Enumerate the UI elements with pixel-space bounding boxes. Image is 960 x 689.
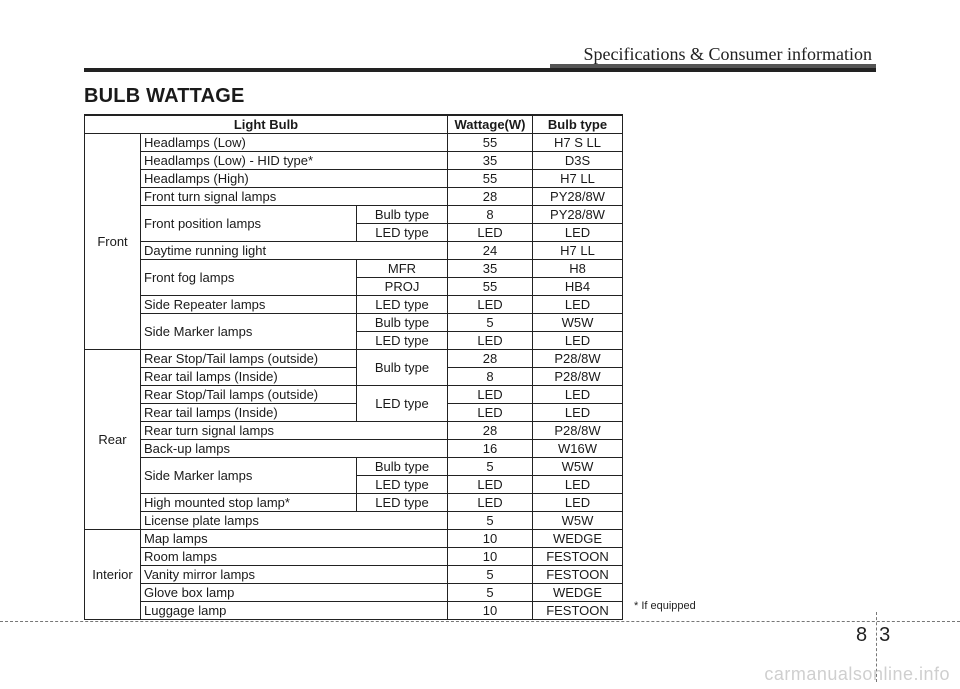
- cell-variant: LED type: [357, 476, 448, 494]
- cell-light-bulb: Map lamps: [141, 530, 448, 548]
- table-row: [85, 188, 623, 206]
- table-row: [85, 566, 623, 584]
- cell-variant: Bulb type: [357, 314, 448, 332]
- cell-bulb-type: WEDGE: [533, 530, 623, 548]
- cell-wattage: 5: [448, 566, 533, 584]
- cell-variant: LED type: [357, 224, 448, 242]
- cell-light-bulb: Rear Stop/Tail lamps (outside): [141, 386, 357, 404]
- cell-light-bulb: Glove box lamp: [141, 584, 448, 602]
- cell-bulb-type: P28/8W: [533, 368, 623, 386]
- cell-light-bulb: Vanity mirror lamps: [141, 566, 448, 584]
- cell-light-bulb: Headlamps (Low): [141, 134, 448, 152]
- cell-wattage: 10: [448, 548, 533, 566]
- table-row: [85, 314, 623, 332]
- cell-wattage: LED: [448, 476, 533, 494]
- table-row: [85, 368, 623, 386]
- cell-bulb-type: HB4: [533, 278, 623, 296]
- cell-light-bulb: Front fog lamps: [141, 260, 357, 296]
- table-row: [85, 548, 623, 566]
- cell-bulb-type: LED: [533, 296, 623, 314]
- cell-bulb-type: LED: [533, 476, 623, 494]
- table-row: [85, 152, 623, 170]
- cell-light-bulb: Back-up lamps: [141, 440, 448, 458]
- cell-wattage: 16: [448, 440, 533, 458]
- group-label-interior: Interior: [85, 530, 141, 620]
- cell-wattage: 5: [448, 458, 533, 476]
- cell-wattage: 10: [448, 530, 533, 548]
- table-row: [85, 602, 623, 620]
- cell-bulb-type: FESTOON: [533, 566, 623, 584]
- table-row: [85, 296, 623, 314]
- cell-bulb-type: W5W: [533, 512, 623, 530]
- cell-light-bulb: High mounted stop lamp*: [141, 494, 357, 512]
- cell-bulb-type: D3S: [533, 152, 623, 170]
- cell-light-bulb: Front turn signal lamps: [141, 188, 448, 206]
- cell-bulb-type: H8: [533, 260, 623, 278]
- cell-light-bulb: Headlamps (High): [141, 170, 448, 188]
- cell-variant: LED type: [357, 296, 448, 314]
- cell-bulb-type: PY28/8W: [533, 206, 623, 224]
- table-row: [85, 170, 623, 188]
- cell-bulb-type: LED: [533, 386, 623, 404]
- cell-bulb-type: W5W: [533, 458, 623, 476]
- cell-bulb-type: LED: [533, 494, 623, 512]
- cell-bulb-type: FESTOON: [533, 548, 623, 566]
- cell-variant: Bulb type: [357, 350, 448, 386]
- cell-wattage: 35: [448, 260, 533, 278]
- cell-wattage: LED: [448, 332, 533, 350]
- cell-light-bulb: Side Marker lamps: [141, 314, 357, 350]
- column-header-wattage: Wattage(W): [448, 115, 533, 134]
- table-row: [85, 404, 623, 422]
- cell-light-bulb: Rear turn signal lamps: [141, 422, 448, 440]
- table-row: [85, 134, 623, 152]
- cell-wattage: 5: [448, 584, 533, 602]
- cell-bulb-type: H7 LL: [533, 242, 623, 260]
- cell-light-bulb: Front position lamps: [141, 206, 357, 242]
- cell-wattage: 5: [448, 512, 533, 530]
- cell-wattage: 5: [448, 314, 533, 332]
- group-label-rear: Rear: [85, 350, 141, 530]
- watermark: carmanualsonline.info: [764, 664, 950, 684]
- cell-bulb-type: W5W: [533, 314, 623, 332]
- bulb-wattage-table: [84, 114, 623, 620]
- cell-bulb-type: W16W: [533, 440, 623, 458]
- cell-bulb-type: LED: [533, 332, 623, 350]
- cell-variant: LED type: [357, 494, 448, 512]
- cell-bulb-type: P28/8W: [533, 422, 623, 440]
- cell-light-bulb: Room lamps: [141, 548, 448, 566]
- cell-bulb-type: WEDGE: [533, 584, 623, 602]
- cell-variant: MFR: [357, 260, 448, 278]
- cell-variant: Bulb type: [357, 206, 448, 224]
- cell-wattage: 28: [448, 350, 533, 368]
- column-header-light-bulb: Light Bulb: [85, 115, 448, 134]
- cell-variant: LED type: [357, 386, 448, 422]
- cell-wattage: LED: [448, 386, 533, 404]
- cell-light-bulb: Luggage lamp: [141, 602, 448, 620]
- cell-wattage: LED: [448, 494, 533, 512]
- cell-wattage: 24: [448, 242, 533, 260]
- cell-wattage: 55: [448, 134, 533, 152]
- table-row: [85, 206, 623, 224]
- cell-variant: LED type: [357, 332, 448, 350]
- cell-light-bulb: Headlamps (Low) - HID type*: [141, 152, 448, 170]
- table-row: [85, 260, 623, 278]
- table-row: [85, 530, 623, 548]
- cell-variant: Bulb type: [357, 458, 448, 476]
- section-header-title: Specifications & Consumer information: [583, 44, 872, 64]
- table-row: [85, 350, 623, 368]
- cell-light-bulb: Rear Stop/Tail lamps (outside): [141, 350, 357, 368]
- table-row: [85, 440, 623, 458]
- table-row: [85, 494, 623, 512]
- cell-wattage: 28: [448, 422, 533, 440]
- table-header-row: [85, 115, 623, 134]
- cell-bulb-type: LED: [533, 224, 623, 242]
- cell-light-bulb: Side Repeater lamps: [141, 296, 357, 314]
- cell-wattage: LED: [448, 224, 533, 242]
- cell-wattage: 35: [448, 152, 533, 170]
- table-row: [85, 242, 623, 260]
- cell-light-bulb: Rear tail lamps (Inside): [141, 404, 357, 422]
- table-row: [85, 584, 623, 602]
- cell-bulb-type: FESTOON: [533, 602, 623, 620]
- cell-wattage: LED: [448, 296, 533, 314]
- cell-light-bulb: Side Marker lamps: [141, 458, 357, 494]
- cell-bulb-type: H7 LL: [533, 170, 623, 188]
- footer-divider: [0, 621, 960, 622]
- cell-wattage: 55: [448, 170, 533, 188]
- footnote: * If equipped: [634, 600, 696, 612]
- cell-wattage: 28: [448, 188, 533, 206]
- cell-variant: PROJ: [357, 278, 448, 296]
- page-title: BULB WATTAGE: [84, 85, 245, 107]
- group-label-front: Front: [85, 134, 141, 350]
- cell-bulb-type: LED: [533, 404, 623, 422]
- table-row: [85, 458, 623, 476]
- cell-light-bulb: Rear tail lamps (Inside): [141, 368, 357, 386]
- column-header-bulb-type: Bulb type: [533, 115, 623, 134]
- page-number: 83: [856, 624, 903, 646]
- cell-wattage: 8: [448, 206, 533, 224]
- cell-wattage: LED: [448, 404, 533, 422]
- table-row: [85, 512, 623, 530]
- table-row: [85, 422, 623, 440]
- cell-light-bulb: Daytime running light: [141, 242, 448, 260]
- cell-bulb-type: PY28/8W: [533, 188, 623, 206]
- cell-wattage: 8: [448, 368, 533, 386]
- cell-wattage: 55: [448, 278, 533, 296]
- table-row: [85, 386, 623, 404]
- cell-bulb-type: P28/8W: [533, 350, 623, 368]
- cell-light-bulb: License plate lamps: [141, 512, 448, 530]
- header-rule: [84, 68, 876, 72]
- cell-bulb-type: H7 S LL: [533, 134, 623, 152]
- cell-wattage: 10: [448, 602, 533, 620]
